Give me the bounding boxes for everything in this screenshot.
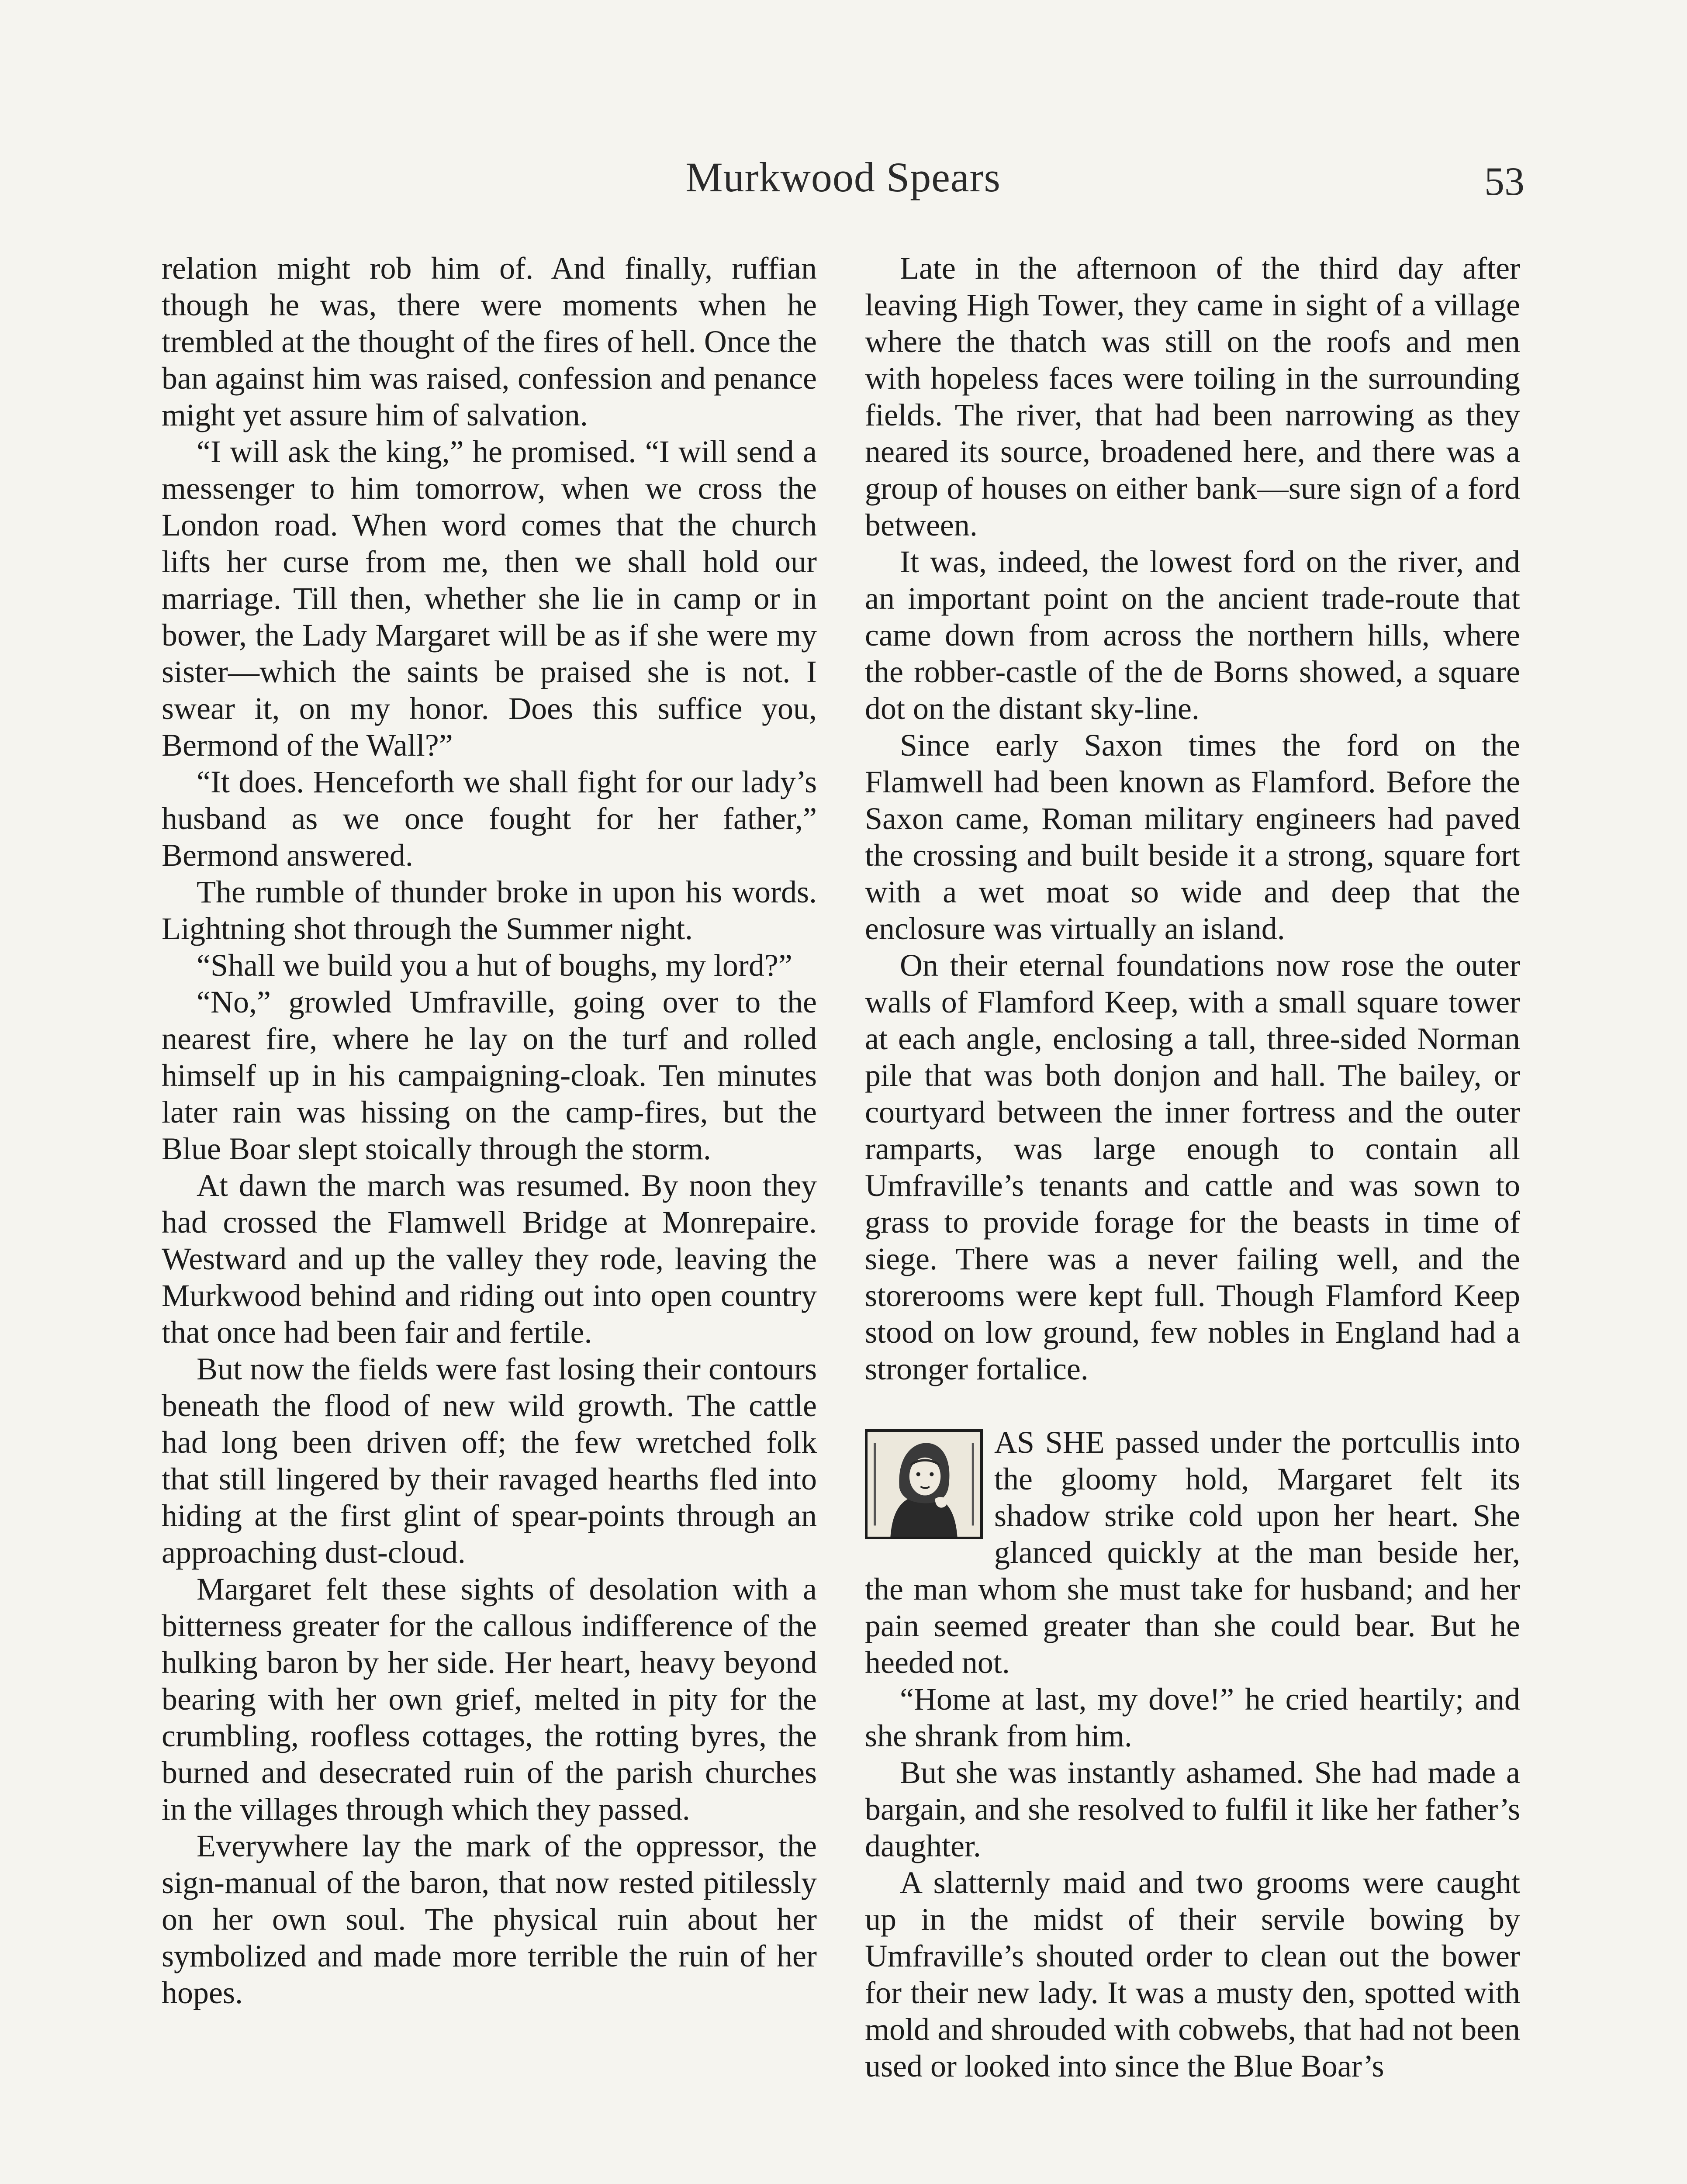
left-column: [162, 250, 817, 2011]
paragraph: But she was instantly ashamed. She had made a bargain, and she resolved to fulfil it like her father’s daughter.: [865, 1755, 1520, 1863]
paragraph: Margaret felt these sights of desolation with a bitterness greater for the callous indifference of the hulking baron by her side. Her heart, heavy beyond bearing with her own grief, melted in pity for the crumbling, roofless cottages, the rotting byres, the burned and desecrated ruin of the parish churches in the villages through which they passed.: [162, 1572, 817, 1827]
paragraph: “Shall we build you a hut of boughs, my lord?”: [197, 948, 792, 983]
paragraph: It was, indeed, the lowest ford on the river, and an important point on the ancient trade-route that came down from across the northern hills, where the robber-castle of the de Borns showed, a square dot on the distant sky-line.: [865, 544, 1520, 726]
paragraph: On their eternal foundations now rose the outer walls of Flamford Keep, with a small square tower at each angle, enclosing a tall, three-sided Norman pile that was both donjon and hall. The bailey, or courtyard between the inner fortress and the outer ramparts, was large enough to contain all Umfraville’s tenants and cattle and was sown to grass to provide forage for the beasts in time of siege. There was a never failing well, and the storerooms were kept full. Though Flamford Keep stood on low ground, few nobles in England had a stronger fortalice.: [865, 948, 1520, 1386]
paragraph: The rumble of thunder broke in upon his words. Lightning shot through the Summer night.: [162, 874, 817, 946]
page-header: [162, 153, 1525, 218]
section-break-paragraph: [865, 1424, 1520, 1681]
paragraph: relation might rob him of. And finally, ruffian though he was, there were moments when he trembled at the thought of the fires of hell. Once the ban against him was raised, confession and penance might yet assure him of salvation.: [162, 251, 817, 432]
right-column: [865, 250, 1520, 2084]
paragraph: “It does. Henceforth we shall fight for our lady’s husband as we once fought for her father,” Bermond answered.: [162, 764, 817, 873]
paragraph: AS SHE passed under the portcullis into the gloomy hold, Margaret felt its shadow strike cold upon her heart. She glanced quickly at the man beside her, the man whom she must take for husband; and her pain seemed greater than she could bear. But he heeded not.: [865, 1425, 1520, 1680]
paragraph: “No,” growled Umfraville, going over to the nearest fire, where he lay on the turf and rolled himself up in his campaigning-cloak. Ten minutes later rain was hissing on the camp-fires, but the Blue Boar slept stoically through the storm.: [162, 985, 817, 1166]
paragraph: Since early Saxon times the ford on the Flamwell had been known as Flamford. Before the Saxon came, Roman military engineers had paved the crossing and built beside it a strong, square fort with a wet moat so wide and deep that the enclosure was virtually an island.: [865, 728, 1520, 946]
running-title: Murkwood Spears: [685, 154, 1001, 200]
illustrated-initial-image: [865, 1429, 983, 1539]
page-number: 53: [1484, 159, 1525, 204]
paragraph: A slatternly maid and two grooms were caught up in the midst of their servile bowing by Umfraville’s shouted order to clean out the bower for their new lady. It was a musty den, spotted with mold and shrouded with cobwebs, that had not been used or looked into since the Blue Boar’s: [865, 1865, 1520, 2084]
paragraph: “I will ask the king,” he promised. “I will send a messenger to him tomorrow, when we cross the London road. When word comes that the church lifts her curse from me, then we shall hold our marriage. Till then, whether she lie in camp or in bower, the Lady Margaret will be as if she were my sister—which the saints be praised she is not. I swear it, on my honor. Does this suffice you, Bermond of the Wall?”: [162, 434, 817, 763]
paragraph: But now the fields were fast losing their contours beneath the flood of new wild growth. The cattle had long been driven off; the few wretched folk that still lingered by their ravaged hearths fled into hiding at the first glint of spear-points through an approaching dust-cloud.: [162, 1351, 817, 1570]
paragraph: Late in the afternoon of the third day after leaving High Tower, they came in sight of a village where the thatch was still on the roofs and men with hopeless faces were toiling in the surrounding fields. The river, that had been narrowing as they neared its source, broadened here, and there was a group of houses on either bank—sure sign of a ford between.: [865, 251, 1520, 543]
portrait-illustration-icon: [868, 1432, 980, 1537]
paragraph: At dawn the march was resumed. By noon they had crossed the Flamwell Bridge at Monrepaire. Westward and up the valley they rode, leaving the Murkwood behind and riding out into open country that once had been fair and fertile.: [162, 1168, 817, 1350]
paragraph: Everywhere lay the mark of the oppressor, the sign-manual of the baron, that now rested pitilessly on her own soul. The physical ruin about her symbolized and made more terrible the ruin of her hopes.: [162, 1828, 817, 2010]
paragraph: “Home at last, my dove!” he cried heartily; and she shrank from him.: [865, 1682, 1520, 1753]
